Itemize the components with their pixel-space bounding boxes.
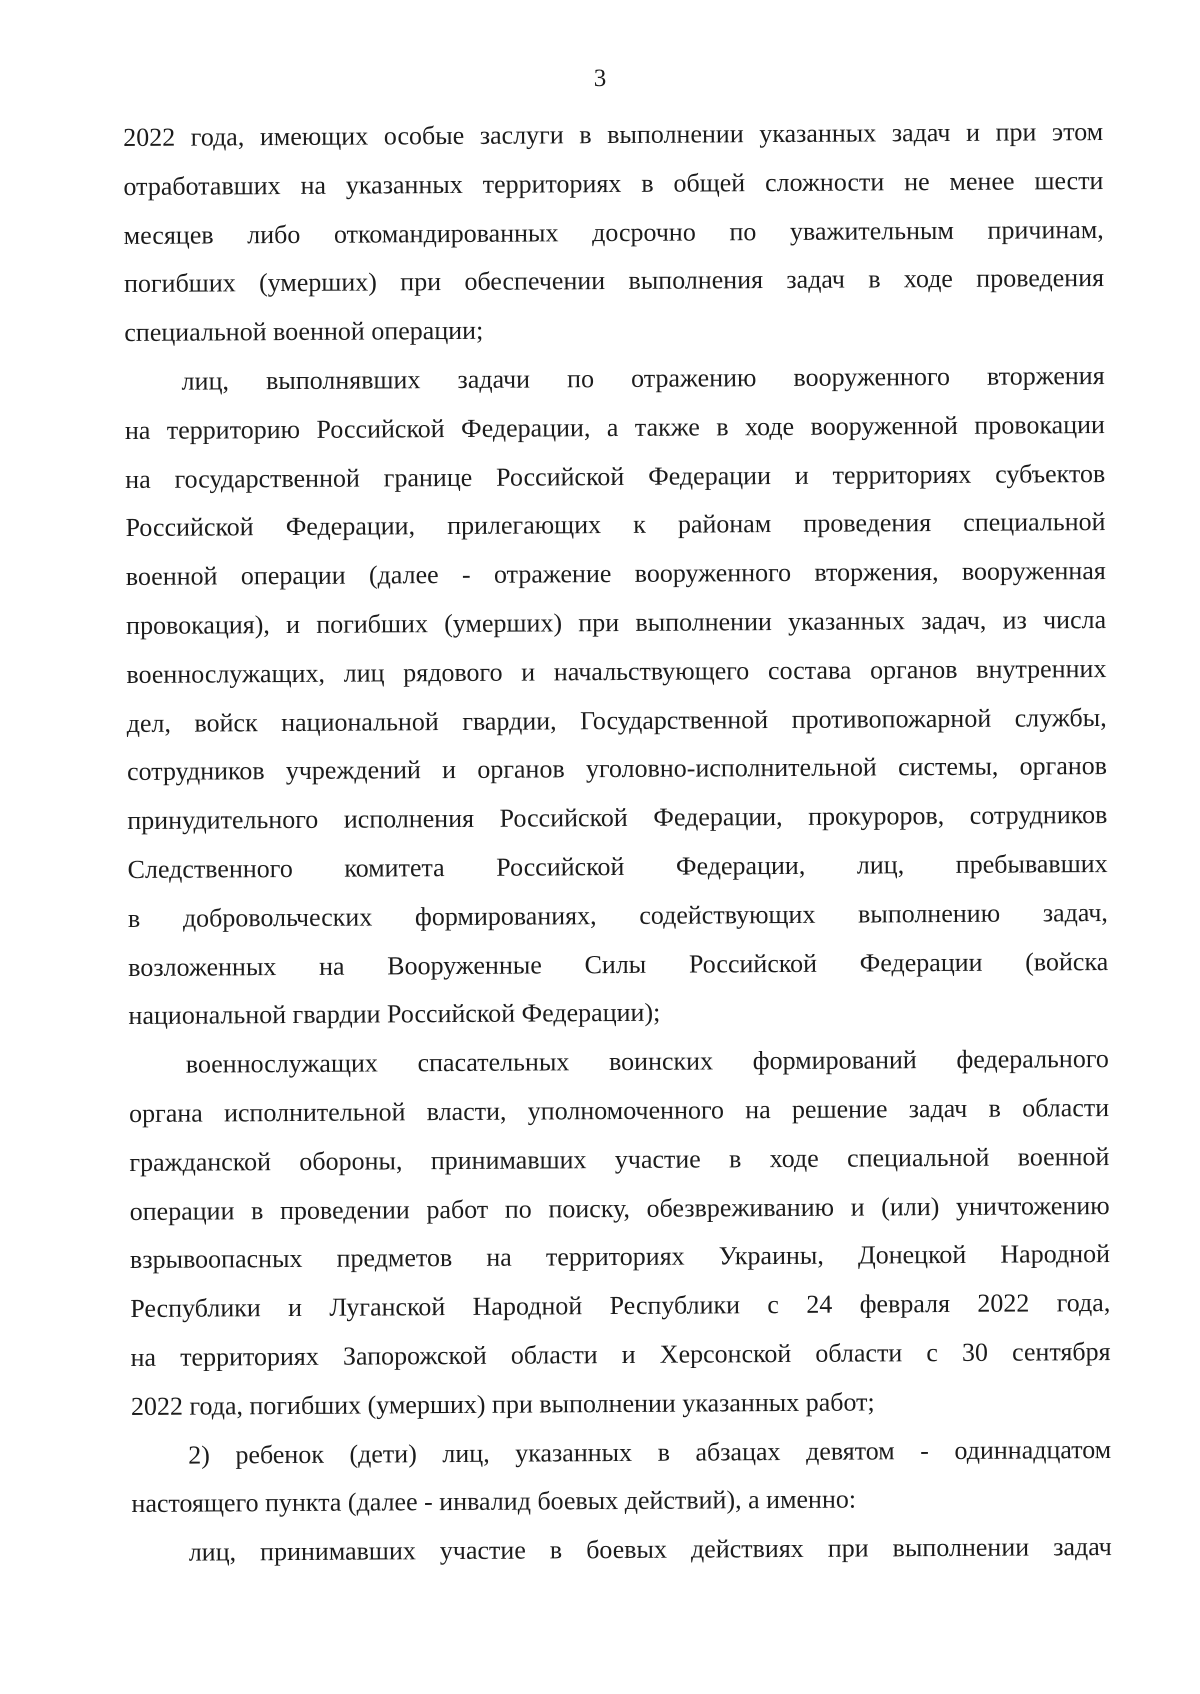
text-line: военнослужащих спасательных воинских формирований федерального <box>185 1044 1109 1079</box>
page-number: 3 <box>593 65 607 92</box>
text-line: органа исполнительной власти, уполномоченного на решение задач в области <box>129 1092 1110 1128</box>
text-line: на государственной границе Российской Федерации и территориях субъектов <box>125 458 1106 494</box>
text-line: сотрудников учреждений и органов уголовно-исполнительной системы, органов <box>126 751 1108 787</box>
text-line: взрывоопасных предметов на территориях Украины, Донецкой Народной <box>129 1239 1111 1275</box>
text-line: принудительного исполнения Российской Федерации, прокуроров, сотрудников <box>127 800 1108 836</box>
text-line: в добровольческих формированиях, содействующих выполнению задач, <box>127 897 1108 933</box>
text-line: дел, войск национальной гвардии, Государственной противопожарной службы, <box>126 702 1107 738</box>
text-line: лиц, принимавших участие в боевых действиях при выполнении задач <box>188 1532 1112 1567</box>
text-line: 2022 года, имеющих особые заслуги в выполнении указанных задач и при этом <box>123 117 1104 152</box>
document-body <box>123 108 1112 1578</box>
text-line: на территорию Российской Федерации, а также в ходе вооруженной провокации <box>124 409 1106 445</box>
text-line: специальной военной операции; <box>124 315 484 348</box>
text-line: национальной гвардии Российской Федерации); <box>128 998 661 1031</box>
text-line: 2) ребенок (дети) лиц, указанных в абзацах девятом - одиннадцатом <box>188 1434 1112 1470</box>
text-line: военной операции (далее - отражение вооруженного вторжения, вооруженная <box>125 556 1106 592</box>
text-line: лиц, выполнявших задачи по отражению вооруженного вторжения <box>181 360 1105 396</box>
text-line: 2022 года, погибших (умерших) при выполнении указанных работ; <box>130 1387 875 1421</box>
text-line: провокация), и погибших (умерших) при выполнении указанных задач, из числа <box>126 604 1107 640</box>
text-line: военнослужащих, лиц рядового и начальствующего состава органов внутренних <box>126 653 1107 689</box>
text-line: погибших (умерших) при обеспечении выполнения задач в ходе проведения <box>123 263 1105 299</box>
text-line: Республики и Луганской Народной Республики с 24 февраля 2022 года, <box>130 1288 1111 1324</box>
text-line: возложенных на Вооруженные Силы Российской Федерации (войска <box>128 946 1109 982</box>
text-line: операции в проведении работ по поиску, обезвреживанию и (или) уничтожению <box>129 1190 1110 1226</box>
text-line: отработавших на указанных территориях в общей сложности не менее шести <box>123 165 1104 201</box>
text-line: настоящего пункта (далее - инвалид боевых действий), а именно: <box>131 1484 857 1519</box>
text-line: на территориях Запорожской области и Херсонской области с 30 сентября <box>130 1336 1111 1372</box>
text-line: Российской Федерации, прилегающих к районам проведения специальной <box>125 507 1106 543</box>
text-line: месяцев либо откомандированных досрочно по уважительным причинам, <box>123 214 1104 250</box>
text-line: Следственного комитета Российской Федерации, лиц, пребывавших <box>127 848 1108 884</box>
text-line: гражданской обороны, принимавших участие в ходе специальной военной <box>129 1141 1110 1177</box>
